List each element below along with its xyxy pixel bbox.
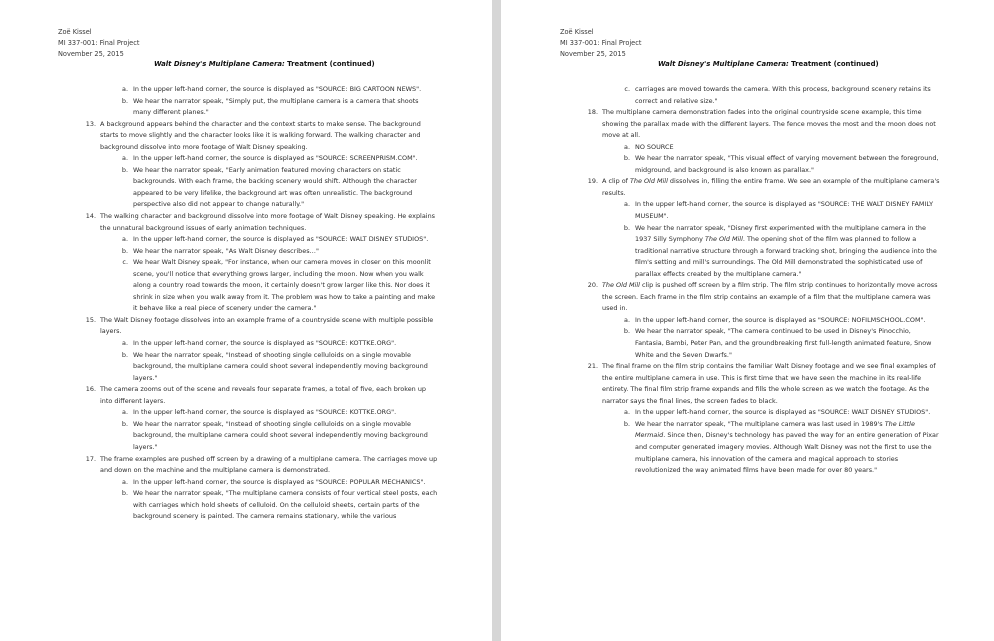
list-marker: b. [121, 96, 128, 105]
list-marker: 14. [85, 212, 96, 221]
text-segment: A clip of [602, 177, 630, 186]
step-text [133, 338, 438, 350]
step-text [100, 119, 438, 154]
text-segment: The Walt Disney footage dissolves into an example frame of a countryside scene with multiple possible layers. [100, 315, 434, 336]
list-marker: b. [121, 165, 128, 174]
list-marker: 19. [587, 177, 598, 186]
step-text [100, 211, 438, 234]
step-text [133, 84, 438, 96]
text-segment: The multiplane camera demonstration fades into the original countryside scene example, this time showing the parallax made with the different layers. The fence moves the most and the moon does not move at all. [602, 108, 936, 140]
step-text [635, 199, 940, 222]
list-marker: 17. [85, 454, 96, 463]
list-marker: a. [624, 315, 630, 324]
text-segment: We hear the narrator speak, "Disney first experimented with the multiplane camera in the 1937 Silly Symphony [635, 223, 926, 244]
treatment-substep [116, 407, 438, 419]
step-text [635, 315, 940, 327]
text-segment: The camera zooms out of the scene and reveals four separate frames, a total of five, each broken up into different layers. [100, 385, 426, 405]
step-text [100, 384, 438, 407]
text-segment: In the upper left-hand corner, the source is displayed as "SOURCE: BIG CARTOON NEWS". [133, 85, 422, 93]
step-text [133, 96, 438, 119]
list-marker: a. [624, 200, 630, 209]
page-header [58, 27, 139, 60]
film-title: The Little Mermaid [635, 419, 915, 440]
treatment-step [574, 280, 940, 315]
text-segment: In the upper left-hand corner, the source is displayed as "SOURCE: WALT DISNEY STUDIOS". [133, 235, 429, 244]
list-marker: a. [122, 154, 128, 163]
treatment-substep [116, 257, 438, 315]
step-text [602, 176, 940, 199]
treatment-substep [116, 234, 438, 246]
text-segment: We hear Walt Disney speak, "For instance, when our camera moves in closer on this moonlit scene, you'll notice that everything grows larger, including the moon. Now when you walk along a country road towards the moon, it certainly doesn't grow larger like this. Nor does it shrink in size when you walk away from it. The problem was how to take a painting and make it behave like a real piece of scenery under the camera." [133, 258, 436, 313]
treatment-substep [116, 246, 438, 258]
text-segment: In the upper left-hand corner, the source is displayed as "SOURCE: POPULAR MECHANICS". [133, 477, 426, 486]
list-marker: 20. [587, 281, 598, 290]
step-text [100, 315, 438, 338]
text-segment: We hear the narrator speak, "This visual effect of varying movement between the foreground, midground, and background is also known as parallax." [635, 154, 939, 174]
text-segment: carriages are moved towards the camera. With this process, background scenery retains its correct and relative size." [635, 85, 931, 105]
list-marker: 13. [85, 119, 96, 128]
treatment-substep [116, 350, 438, 385]
document-page-right [501, 0, 994, 641]
treatment-substep [618, 199, 940, 222]
step-text [635, 326, 940, 361]
treatment-step [574, 361, 940, 407]
text-segment: dissolves in, filling the entire frame. We see an example of the multiplane camera's results. [602, 177, 940, 197]
title-italic: Walt Disney's Multiplane Camera: [658, 60, 789, 68]
step-text [133, 246, 438, 258]
treatment-substep [618, 84, 940, 107]
title-rest: Treatment (continued) [284, 60, 375, 68]
text-segment: We hear the narrator speak, "Instead of shooting single celluloids on a single movable background, the multiplane camera could shoot several independently moving background layers." [133, 350, 428, 382]
treatment-step [72, 119, 438, 154]
step-text [133, 488, 438, 523]
text-segment: A background appears behind the character and the context starts to make sense. The background starts to move slightly and the character looks like it is walking forward. The walking character and background dissolve into more footage of Walt Disney speaking. [100, 119, 421, 151]
step-text [635, 407, 940, 419]
text-segment: . The opening shot of the film was planned to follow a traditional narrative structure through a forward tracking shot, bringing the audience into the film's setting and mill's surroundings. The Old Mill demonstrated the sophisticated use of parallax effects created by the multiplane camera." [635, 235, 937, 278]
list-marker: a. [122, 85, 128, 93]
treatment-substep [618, 407, 940, 419]
treatment-substep [116, 488, 438, 523]
treatment-substep [618, 153, 940, 176]
list-marker: b. [121, 350, 128, 359]
author-name: Zoë Kissel [560, 28, 594, 36]
treatment-body [574, 84, 940, 477]
list-marker: a. [122, 408, 128, 417]
list-marker: b. [623, 327, 630, 336]
text-segment: In the upper left-hand corner, the source is displayed as "SOURCE: NOFILMSCHOOL.COM". [635, 315, 926, 324]
step-text [635, 223, 940, 281]
step-text [133, 419, 438, 454]
text-segment: In the upper left-hand corner, the source is displayed as "SOURCE: SCREENPRISM.COM". [133, 154, 418, 163]
treatment-substep [618, 315, 940, 327]
text-segment: We hear the narrator speak, "The camera continued to be used in Disney's Pinocchio, Fantasia, Bambi, Peter Pan, and the groundbreaking first full-length animated feature, Snow White and the Seven Dwarfs." [635, 327, 932, 359]
title-rest: Treatment (continued) [788, 60, 879, 68]
treatment-substep [618, 142, 940, 154]
step-text [635, 153, 940, 176]
treatment-substep [116, 96, 438, 119]
step-text [133, 407, 438, 419]
list-marker: 16. [85, 385, 96, 394]
step-text [602, 361, 940, 407]
text-segment: In the upper left-hand corner, the source is displayed as "SOURCE: KOTTKE.ORG". [133, 339, 397, 348]
document-page-left [0, 0, 492, 641]
film-title: The Old Mill [704, 235, 743, 244]
list-marker: b. [121, 246, 128, 255]
document-date: November 25, 2015 [58, 50, 124, 58]
treatment-step [72, 211, 438, 234]
treatment-substep [618, 326, 940, 361]
text-segment: The final frame on the film strip contains the familiar Walt Disney footage and we see final examples of the entire multiplane camera in use. This is first time that we have seen the machine in its real-life entirety. The final film strip frame expands and fills the whole screen as we watch the footage. As the narrator says the final lines, the screen fades to black. [602, 362, 936, 405]
text-segment: clip is pushed off screen by a film strip. The film strip continues to horizontally move across the screen. Each frame in the film strip contains an example of a film that the multiplane camera was used in. [602, 281, 938, 313]
document-title [658, 60, 879, 68]
treatment-step [72, 315, 438, 338]
step-text [602, 280, 940, 315]
list-marker: 18. [587, 108, 598, 117]
list-marker: 21. [587, 362, 598, 371]
text-segment: We hear the narrator speak, "The multiplane camera was last used in 1989's [635, 419, 885, 428]
step-text [133, 165, 438, 211]
text-segment: We hear the narrator speak, "Simply put, the multiplane camera is a camera that shoots many different planes." [133, 96, 419, 117]
step-text [133, 350, 438, 385]
list-marker: b. [623, 154, 630, 163]
treatment-substep [618, 419, 940, 477]
film-title: The Old Mill [629, 177, 668, 186]
film-title: The Old Mill [602, 281, 640, 290]
text-segment: . Since then, Disney's technology has paved the way for an entire generation of Pixar and computer generated imagery movies. Although Walt Disney was not the first to use the multiplane camera, his innovation of the camera and magical approach to stories revolutionized the way animated films have been made for over 80 years." [635, 431, 939, 475]
list-marker: a. [624, 142, 630, 151]
list-marker: b. [623, 419, 630, 428]
list-marker: b. [121, 489, 128, 498]
page-header [560, 27, 641, 60]
list-marker: a. [624, 408, 630, 417]
treatment-step [574, 107, 940, 142]
text-segment: The walking character and background dissolve into more footage of Walt Disney speaking. He explains the unnatural background issues of early animation techniques. [100, 212, 435, 232]
list-marker: a. [122, 235, 128, 244]
treatment-step [72, 454, 438, 477]
treatment-step [72, 384, 438, 407]
step-text [602, 107, 940, 142]
list-marker: c. [122, 258, 128, 267]
text-segment: In the upper left-hand corner, the source is displayed as "SOURCE: THE WALT DISNEY FAMILY MUSEUM". [635, 200, 934, 221]
treatment-substep [116, 165, 438, 211]
list-marker: a. [122, 477, 128, 486]
step-text [635, 142, 940, 154]
treatment-step [574, 176, 940, 199]
list-marker: 15. [85, 315, 96, 324]
author-name: Zoë Kissel [58, 28, 92, 36]
title-italic: Walt Disney's Multiplane Camera: [154, 60, 285, 68]
text-segment: The frame examples are pushed off screen by a drawing of a multiplane camera. The carriages move up and down on the machine and the multiplane camera is demonstrated. [100, 454, 438, 475]
list-marker: a. [122, 339, 128, 348]
text-segment: NO SOURCE [635, 142, 674, 151]
step-text [100, 454, 438, 477]
list-marker: b. [623, 223, 630, 232]
text-segment: We hear the narrator speak, "Early animation featured moving characters on static backgrounds. With each frame, the backing scenery would shift. Although the character appeared to be very lifelike, the background art was often unrealistic. The background perspective also did not appear to change naturally." [133, 165, 417, 209]
treatment-substep [116, 338, 438, 350]
list-marker: c. [624, 85, 630, 93]
step-text [133, 234, 438, 246]
text-segment: We hear the narrator speak, "As Walt Disney describes…" [133, 246, 319, 255]
text-segment: In the upper left-hand corner, the source is displayed as "SOURCE: KOTTKE.ORG". [133, 408, 397, 417]
step-text [635, 84, 940, 107]
step-text [133, 477, 438, 489]
step-text [635, 419, 940, 477]
treatment-substep [116, 419, 438, 454]
treatment-substep [116, 477, 438, 489]
course-code: MI 337-001: Final Project [58, 39, 140, 47]
text-segment: In the upper left-hand corner, the source is displayed as "SOURCE: WALT DISNEY STUDIOS". [635, 408, 931, 417]
treatment-substep [116, 153, 438, 165]
document-title [154, 60, 375, 68]
document-date: November 25, 2015 [560, 50, 626, 58]
treatment-body [72, 84, 438, 523]
text-segment: We hear the narrator speak, "The multiplane camera consists of four vertical steel posts, each with carriages which hold sheets of celluloid. On the celluloid sheets, certain parts of the background scenery is painted. The camera remains stationary, while the various [133, 489, 438, 521]
list-marker: b. [121, 419, 128, 428]
step-text [133, 153, 438, 165]
text-segment: We hear the narrator speak, "Instead of shooting single celluloids on a single movable background, the multiplane camera could shoot several independently moving background layers." [133, 419, 428, 451]
course-code: MI 337-001: Final Project [560, 39, 642, 47]
step-text [133, 257, 438, 315]
treatment-substep [116, 84, 438, 96]
treatment-substep [618, 223, 940, 281]
